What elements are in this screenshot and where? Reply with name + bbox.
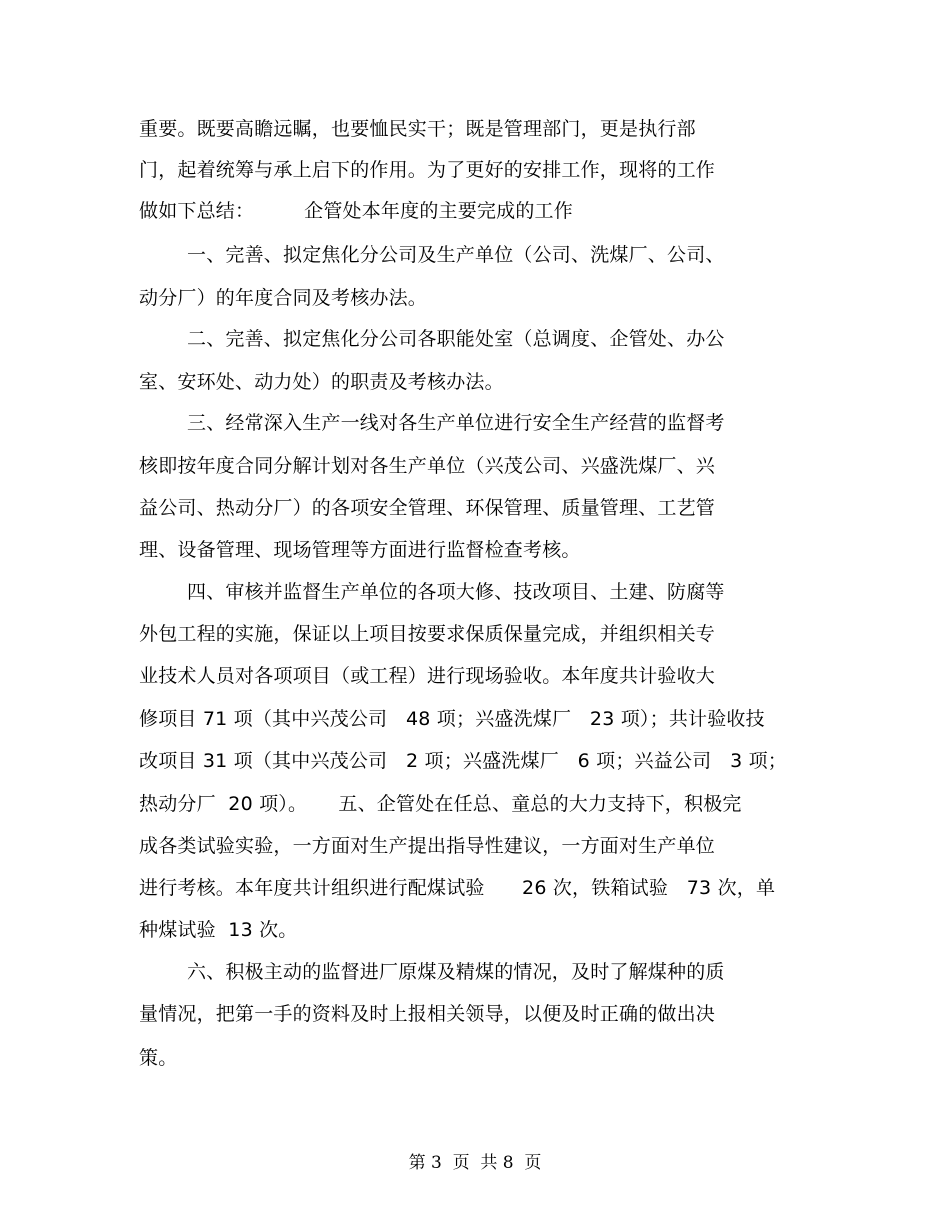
body-text-line: 做如下总结： 企管处本年度的主要完成的工作 <box>139 200 573 222</box>
body-text-line: 六、积极主动的监督进厂原煤及精煤的情况，及时了解煤种的质 <box>187 961 725 983</box>
body-text-line: 成各类试验实验，一方面对生产提出指导性建议，一方面对生产单位 <box>139 835 716 857</box>
body-text-line: 修项目 71 项（其中兴茂公司 48 项；兴盛洗煤厂 23 项）；共计验收技 <box>139 708 765 730</box>
body-text-line: 门，起着统筹与承上启下的作用。为了更好的安排工作，现将的工作 <box>139 159 716 181</box>
body-text-line: 理、设备管理、现场管理等方面进行监督检查考核。 <box>139 539 581 561</box>
body-text-line: 热动分厂 20 项）。 五、企管处在任总、童总的大力支持下，积极完 <box>139 793 742 815</box>
body-text-line: 二、完善、拟定焦化分公司各职能处室（总调度、企管处、办公 <box>187 328 725 350</box>
body-text-line: 改项目 31 项（其中兴茂公司 2 项；兴盛洗煤厂 6 项；兴益公司 3 项； <box>139 750 787 772</box>
body-text-line: 业技术人员对各项项目（或工程）进行现场验收。本年度共计验收大 <box>139 665 716 687</box>
body-text-line: 外包工程的实施，保证以上项目按要求保质保量完成，并组织相关专 <box>139 623 716 645</box>
body-text-line: 四、审核并监督生产单位的各项大修、技改项目、土建、防腐等 <box>187 581 725 603</box>
body-text-line: 动分厂）的年度合同及考核办法。 <box>139 287 428 309</box>
body-text-line: 进行考核。本年度共计组织进行配煤试验 26 次，铁箱试验 73 次，单 <box>139 877 776 899</box>
body-text-line: 量情况，把第一手的资料及时上报相关领导，以便及时正确的做出决 <box>139 1003 716 1025</box>
body-text-line: 核即按年度合同分解计划对各生产单位（兴茂公司、兴盛洗煤厂、兴 <box>139 455 716 477</box>
body-text-line: 种煤试验 13 次。 <box>139 919 298 941</box>
body-text-line: 室、安环处、动力处）的职责及考核办法。 <box>139 371 504 393</box>
body-text-line: 重要。既要高瞻远瞩，也要恤民实干；既是管理部门，更是执行部 <box>139 118 696 140</box>
body-text-line: 一、完善、拟定焦化分公司及生产单位（公司、洗煤厂、公司、 <box>187 244 725 266</box>
body-text-line: 益公司、热动分厂）的各项安全管理、环保管理、质量管理、工艺管 <box>139 497 716 519</box>
body-text-line: 三、经常深入生产一线对各生产单位进行安全生产经营的监督考 <box>187 412 725 434</box>
page-number: 第 3 页 共 8 页 <box>408 1153 542 1173</box>
body-text-line: 策。 <box>139 1047 178 1069</box>
